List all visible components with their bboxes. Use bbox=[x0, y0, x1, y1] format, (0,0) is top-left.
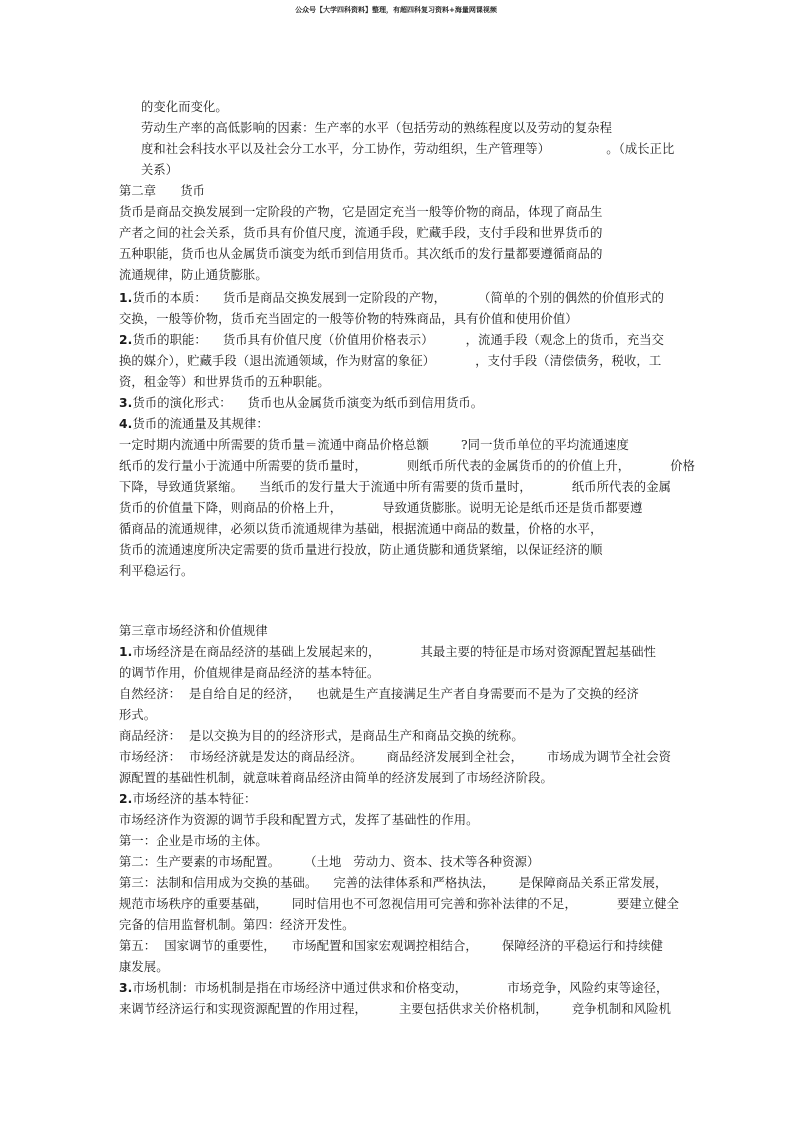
paragraph-market-economy bbox=[119, 642, 656, 663]
item-number: 1. bbox=[119, 645, 133, 659]
text-line: 流通规律，防止通货膨胀。 bbox=[119, 268, 268, 282]
text-line: 市场经济作为资源的调节手段和配置方式，发挥了基础性的作用。 bbox=[119, 813, 479, 827]
text-line: 一定时期内流通中所需要的货币量＝流通中商品价格总额 ?同一货币单位的平均流通速度 bbox=[119, 438, 629, 452]
text-line: 规范市场秩序的重要基础， 同时信用也不可忽视信用可完善和弥补法律的不足， 要建立健全 bbox=[119, 897, 680, 911]
text-line: 商品经济： 是以交换为目的的经济形式，是商品生产和商品交换的统称。 bbox=[119, 729, 524, 743]
text-line: 源配置的基础性机制，就意味着商品经济由简单的经济发展到了市场经济阶段。 bbox=[119, 771, 553, 785]
item-text: 市场经济的基本特征： bbox=[132, 792, 257, 806]
text-line: 来调节经济运行和实现资源配置的作用过程， 主要包括供求关价格机制， 竞争机制和风险机 bbox=[119, 1002, 671, 1016]
text-line: 利平稳运行。 bbox=[119, 564, 194, 578]
text-line: 货币的流通速度所决定需要的货币量进行投放，防止通货膨和通货紧缩，以保证经济的顺 bbox=[119, 543, 603, 557]
item-text: 货币的演化形式： 货币也从金属货币演变为纸币到信用货币。 bbox=[132, 396, 484, 410]
text-line: 纸币的发行量小于流通中所需要的货币量时， 则纸币所代表的金属货币的的价值上升， 价格 bbox=[119, 459, 696, 473]
paragraph-money-evolution bbox=[119, 393, 483, 414]
item-number: 2. bbox=[119, 792, 133, 806]
item-text: 货币的本质： 货币是商品交换发展到一定阶段的产物， （简单的个别的偶然的价值形式的 bbox=[132, 291, 665, 305]
text-line: 第二：生产要素的市场配置。 （土地 劳动力、资本、技术等各种资源） bbox=[119, 855, 540, 869]
text-line: 劳动生产率的高低影响的因素：生产率的水平（包括劳动的熟练程度以及劳动的复杂程 bbox=[141, 121, 613, 135]
item-text: 货币的职能： 货币具有价值尺度（价值用价格表示） ，流通手段（观念上的货币，充当交 bbox=[132, 333, 665, 347]
chapter-3-title: 第三章市场经济和价值规律 bbox=[119, 624, 268, 638]
text-line: 货币的价值量下降，则商品的价格上升， 导致通货膨胀。说明无论是纸币还是货币都要遵 bbox=[119, 501, 643, 515]
item-number: 4. bbox=[119, 417, 133, 431]
chapter-2-title: 第二章 货币 bbox=[119, 184, 206, 198]
text-line: 货币是商品交换发展到一定阶段的产物，它是固定充当一般等价物的商品，体现了商品生 bbox=[119, 205, 603, 219]
text-line: 资，租金等）和世界货币的五种职能。 bbox=[119, 375, 330, 389]
text-line: 康发展。 bbox=[119, 960, 169, 974]
paragraph-market-features bbox=[119, 789, 256, 810]
item-text: 货币的流通量及其规律： bbox=[132, 417, 269, 431]
item-text: 市场经济是在商品经济的基础上发展起来的， 其最主要的特征是市场对资源配置起基础性 bbox=[132, 645, 657, 659]
item-number: 3. bbox=[119, 981, 133, 995]
text-line: 第三：法制和信用成为交换的基础。 完善的法律体系和严格执法， 是保障商品关系正常发展， bbox=[119, 876, 668, 890]
item-number: 3. bbox=[119, 396, 133, 410]
text-line: 下降，导致通货紧缩。 当纸币的发行量大于流通中所有需要的货币量时， 纸币所代表的金属 bbox=[119, 480, 671, 494]
paragraph-money-functions bbox=[119, 330, 664, 351]
page-header: 公众号【大学四科资料】整理，有超四科复习资料+海量网课视频 bbox=[295, 6, 497, 14]
text-line: 产者之间的社会关系，货币具有价值尺度，流通手段，贮藏手段，支付手段和世界货币的 bbox=[119, 226, 603, 240]
text-line: 的调节作用，价值规律是商品经济的基本特征。 bbox=[119, 666, 380, 680]
text-line: 循商品的流通规律，必须以货币流通规律为基础，根据流通中商品的数量，价格的水平， bbox=[119, 522, 603, 536]
paragraph-money-essence bbox=[119, 288, 664, 309]
text-line: 交换，一般等价物，货币充当固定的一般等价物的特殊商品，具有价值和使用价值） bbox=[119, 312, 578, 326]
text-line: 第五： 国家调节的重要性， 市场配置和国家宏观调控相结合， 保障经济的平稳运行和持续健 bbox=[119, 939, 663, 953]
item-text: 市场机制：市场机制是指在市场经济中通过供求和价格变动， 市场竞争，风险约束等途径， bbox=[132, 981, 669, 995]
text-line: 的变化而变化。 bbox=[141, 100, 228, 114]
text-line: 形式。 bbox=[119, 708, 157, 722]
paragraph-market-mechanism bbox=[119, 978, 668, 999]
text-line: 换的媒介），贮藏手段（退出流通领域，作为财富的象征） ，支付手段（清偿债务，税收，工 bbox=[119, 354, 662, 368]
text-line: 自然经济： 是自给自足的经济， 也就是生产直接满足生产者自身需要而不是为了交换的经济 bbox=[119, 687, 639, 701]
text-line: 五种职能，货币也从金属货币演变为纸币到信用货币。其次纸币的发行量都要遵循商品的 bbox=[119, 247, 603, 261]
item-number: 1. bbox=[119, 291, 133, 305]
text-line: 度和社会科技水平以及社会分工水平，分工协作，劳动组织，生产管理等） 。（成长正比 bbox=[141, 142, 675, 156]
text-line: 关系） bbox=[141, 163, 179, 177]
paragraph-money-circulation bbox=[119, 414, 269, 435]
text-line: 市场经济： 市场经济就是发达的商品经济。 商品经济发展到全社会， 市场成为调节全社会资 bbox=[119, 750, 671, 764]
text-line: 第一：企业是市场的主体。 bbox=[119, 834, 268, 848]
text-line: 完备的信用监督机制。第四：经济开发性。 bbox=[119, 918, 355, 932]
item-number: 2. bbox=[119, 333, 133, 347]
